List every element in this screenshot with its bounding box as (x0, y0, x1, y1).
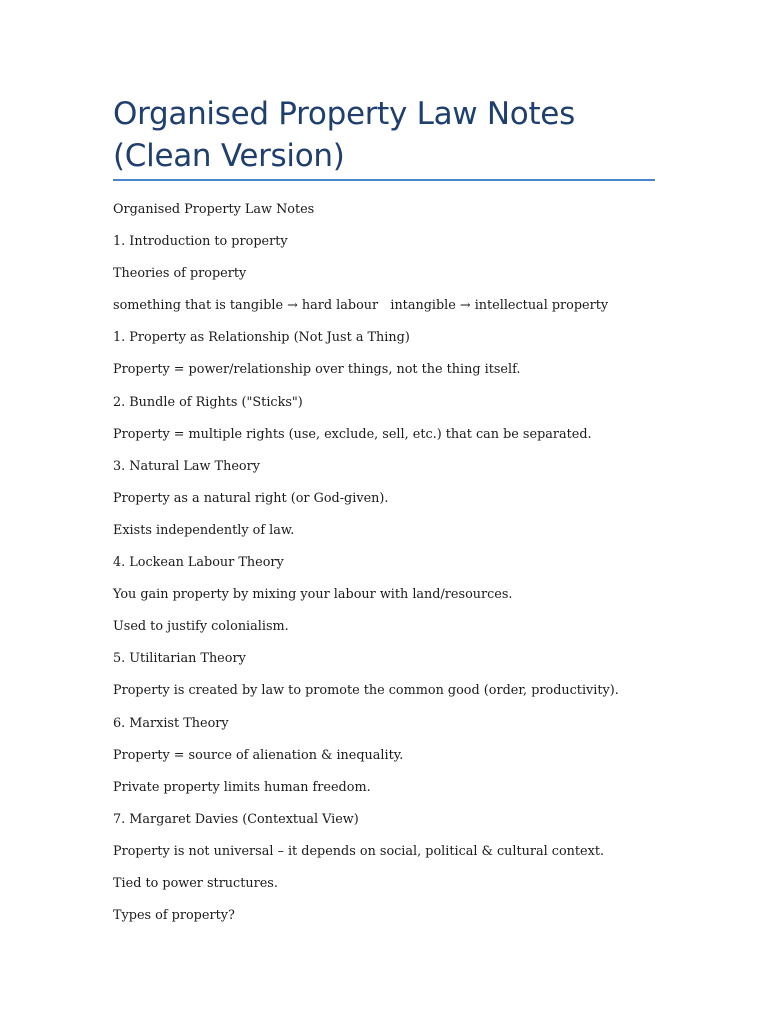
theory-lockean-heading: 4. Lockean Labour Theory (113, 555, 284, 571)
theory-davies-text-2: Tied to power structures. (113, 875, 278, 891)
theory-natural-law-text: Property as a natural right (or God-given). (113, 490, 389, 506)
theory-marxist-text-2: Private property limits human freedom. (113, 779, 371, 795)
section-introduction: 1. Introduction to property (113, 234, 288, 250)
document-body (113, 201, 713, 939)
subheading-theories: Theories of property (113, 266, 247, 282)
theory-relationship-heading: 1. Property as Relationship (Not Just a Thing) (113, 330, 410, 346)
theory-marxist-text: Property = source of alienation & inequality. (113, 747, 404, 763)
theory-lockean-text: You gain property by mixing your labour with land/resources. (113, 587, 513, 603)
title-underline (113, 179, 655, 181)
theory-bundle-heading: 2. Bundle of Rights ("Sticks") (113, 394, 303, 410)
theory-lockean-text-2: Used to justify colonialism. (113, 619, 289, 635)
paragraph-heading: Organised Property Law Notes (113, 202, 315, 217)
theory-davies-text: Property is not universal – it depends on social, political & cultural context. (113, 843, 605, 859)
paragraph-tangible-intangible: something that is tangible → hard labour intangible → intellectual property (113, 298, 609, 314)
theory-marxist-heading: 6. Marxist Theory (113, 715, 229, 731)
document-title: Organised Property Law Notes (Clean Version) (113, 96, 575, 174)
theory-relationship-text: Property = power/relationship over things, not the thing itself. (113, 362, 521, 378)
theory-utilitarian-heading: 5. Utilitarian Theory (113, 651, 246, 667)
theory-bundle-text: Property = multiple rights (use, exclude, sell, etc.) that can be separated. (113, 426, 592, 442)
theory-natural-law-heading: 3. Natural Law Theory (113, 458, 260, 474)
theory-davies-heading: 7. Margaret Davies (Contextual View) (113, 811, 359, 827)
theory-natural-law-text-2: Exists independently of law. (113, 522, 295, 538)
subheading-types-of-property: Types of property? (113, 908, 235, 924)
theory-utilitarian-text: Property is created by law to promote the common good (order, productivity). (113, 683, 619, 699)
